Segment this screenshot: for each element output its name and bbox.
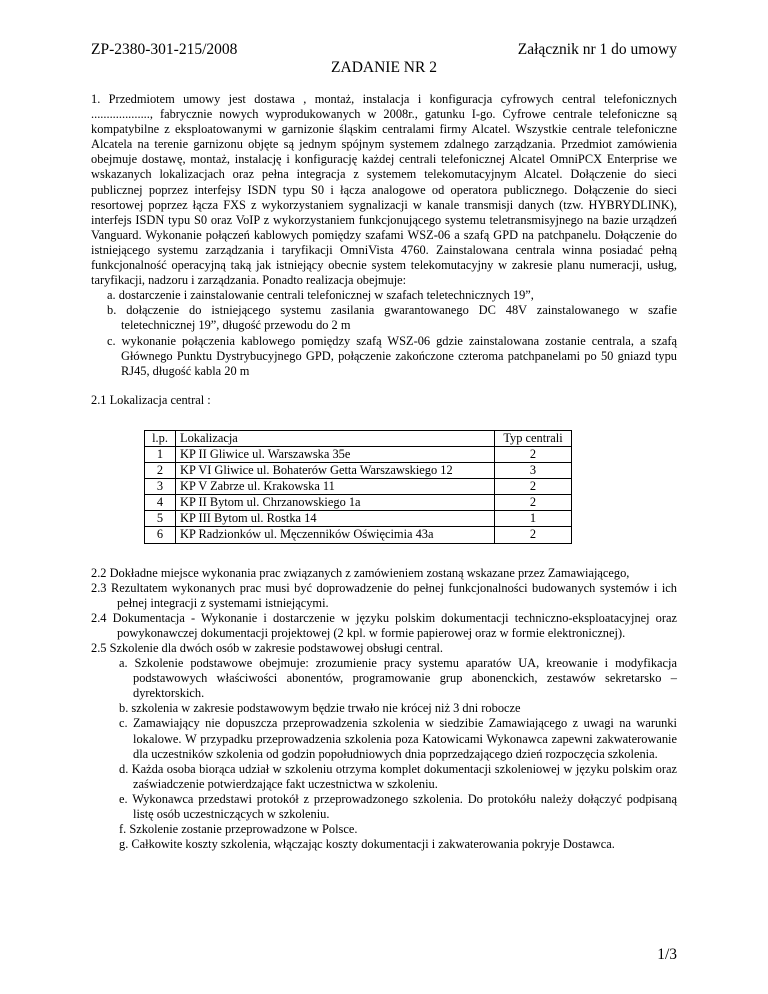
attachment-label: Załącznik nr 1 do umowy [517,41,677,58]
cell-type: 2 [495,495,572,511]
section-1-item-b: b. dołączenie do istniejącego systemu zasilania gwarantowanego DC 48V zainstalowanego w szafie teletechnicznej 19”, długość przewodu do 2 m [107,303,677,333]
cell-location: KP III Bytom ul. Rostka 14 [176,511,495,527]
cell-lp: 5 [145,511,176,527]
training-item-b: b. szkolenia w zakresie podstawowym będzie trwało nie krócej niż 3 dni robocze [119,701,521,716]
training-item-f: f. Szkolenie zostanie przeprowadzone w Polsce. [119,822,358,837]
training-item-a: a. Szkolenie podstawowe obejmuje: zrozumienie pracy systemu aparatów UA, kreowanie i modyfikacja podstawowych właściwości abonentów, programowanie grup abonenckich, zestawów sekretarsko – dyrektorskich. [119,656,677,701]
section-2-5: 2.5 Szkolenie dla dwóch osób w zakresie podstawowej obsługi central. [91,641,444,655]
cell-lp: 6 [145,527,176,543]
section-1-text: 1. Przedmiotem umowy jest dostawa , montaż, instalacja i konfiguracja cyfrowych central telefonicznych ..................., fabrycznie nowych wyprodukowanych w 2008r., gatunku I-go. Cyfrowe centrale telefoniczne są kompatybilne z eksploatowanymi w garnizonie śląskim centralami firmy Alcatel. Wszystkie centrale telefoniczne Alcatela na terenie garnizonu objęte są jednym spójnym systemem zdalnego zarządzania. Przedmiot zamówienia obejmuje dostawę, montaż, instalację i konfigurację każdej centrali telefonicznej Alcatel OmniPCX Enterprise we wskazanych lokalizacjach oraz pełna integracja z systemem telekomutacyjnym Alcatel. Dołączenie do sieci publicznej poprzez interfejsy ISDN typu S0 i łącza analogowe od operatora publicznego. Dołączenie do sieci resortowej poprzez łącza FXS z wykorzystaniem sygnalizacji w kanale transmisji danych (tzw. HYBRYDLINK), interfejs ISDN typu S0 oraz VoIP z wykorzystaniem funkcjonującego systemu teletransmisyjnego na bazie urządzeń Vanguard. Wykonanie połączeń kablowych pomiędzy szafami WSZ-06 a szafą GPD na patchpanelu. Dołączenie do istniejącego systemu zarządzania i taryfikacji OmniVista 4760. Zainstalowana centrala winna posiadać pełną funkcjonalność operacyjną taką jak istniejący obecnie system telekomutacyjny w zakresie planu numeracji, usług, taryfikacji, nadzoru i zarządzania. Ponadto realizacja obejmuje: [91,92,677,288]
cell-type: 2 [495,446,572,462]
section-2-1-title: 2.1 Lokalizacja central : [91,392,211,407]
cell-type: 3 [495,463,572,479]
cell-location: KP VI Gliwice ul. Bohaterów Getta Warszawskiego 12 [176,463,495,479]
page-number: 1/3 [657,946,677,963]
table-header-row [145,430,572,446]
section-1-item-c: c. wykonanie połączenia kablowego pomiędzy szafą WSZ-06 gdzie zainstalowana zostanie centrala, a szafą Głównego Punktu Dystrybucyjnego GPD, połączenie zakończone czteroma patchpanelami po 50 gniazd typu RJ45, długość kabla 20 m [107,333,677,378]
training-item-c: c. Zamawiający nie dopuszcza przeprowadzenia szkolenia w siedzibie Zamawiającego z uwagi na warunki lokalowe. W przypadku przeprowadzenia szkolenia poza Katowicami Wykonawca zapewni zakwaterowanie dla uczestników szkolenia od godzin popołudniowych dnia poprzedzającego dzień rozpoczęcia szkolenia. [119,716,677,761]
cell-lp: 4 [145,495,176,511]
section-2-4: 2.4 Dokumentacja - Wykonanie i dostarczenie w języku polskim dokumentacji techniczno-eksploatacyjnej oraz powykonawczej dokumentacji projektowej (2 kpl. w formie papierowej oraz w formie elektronicznej). [91,610,677,640]
section-2-2: 2.2 Dokładne miejsce wykonania prac związanych z zamówieniem zostaną wskazane przez Zamawiającego, [91,565,630,580]
cell-location: KP Radzionków ul. Męczenników Oświęcimia 43a [176,527,495,543]
training-item-e: e. Wykonawca przedstawi protokół z przeprowadzonego szkolenia. Do protokółu należy dołączyć podpisaną listę osób uczestniczących w szkoleniu. [119,791,677,822]
table-row [145,495,572,511]
table-row [145,446,572,462]
header-location: Lokalizacja [176,430,495,446]
table-row [145,479,572,495]
cell-type: 1 [495,511,572,527]
locations-table [144,430,572,544]
cell-lp: 3 [145,479,176,495]
cell-location: KP II Gliwice ul. Warszawska 35e [176,446,495,462]
cell-lp: 2 [145,463,176,479]
table-row [145,527,572,543]
table-row [145,463,572,479]
section-1-item-a: a. dostarczenie i zainstalowanie centrali telefonicznej w szafach teletechnicznych 19”, [107,288,534,303]
training-item-g: g. Całkowite koszty szkolenia, włączając koszty dokumentacji i zakwaterowania pokryje Dostawca. [119,837,615,852]
cell-type: 2 [495,479,572,495]
cell-lp: 1 [145,446,176,462]
cell-location: KP II Bytom ul. Chrzanowskiego 1a [176,495,495,511]
header-type: Typ centrali [495,430,572,446]
cell-type: 2 [495,527,572,543]
reference-number: ZP-2380-301-215/2008 [91,41,238,58]
cell-location: KP V Zabrze ul. Krakowska 11 [176,479,495,495]
document-body [91,92,677,852]
table-row [145,511,572,527]
page-title: ZADANIE NR 2 [331,59,437,76]
training-item-d: d. Każda osoba biorąca udział w szkoleniu otrzyma komplet dokumentacji szkoleniowej w języku polskim oraz zaświadczenie potwierdzające fakt uczestnictwa w szkoleniu. [119,761,677,791]
section-2-3: 2.3 Rezultatem wykonanych prac musi być doprowadzenie do pełnej funkcjonalności budowanych systemów i ich pełnej integracji z systemami istniejącymi. [91,580,677,610]
header-lp: l.p. [145,430,176,446]
